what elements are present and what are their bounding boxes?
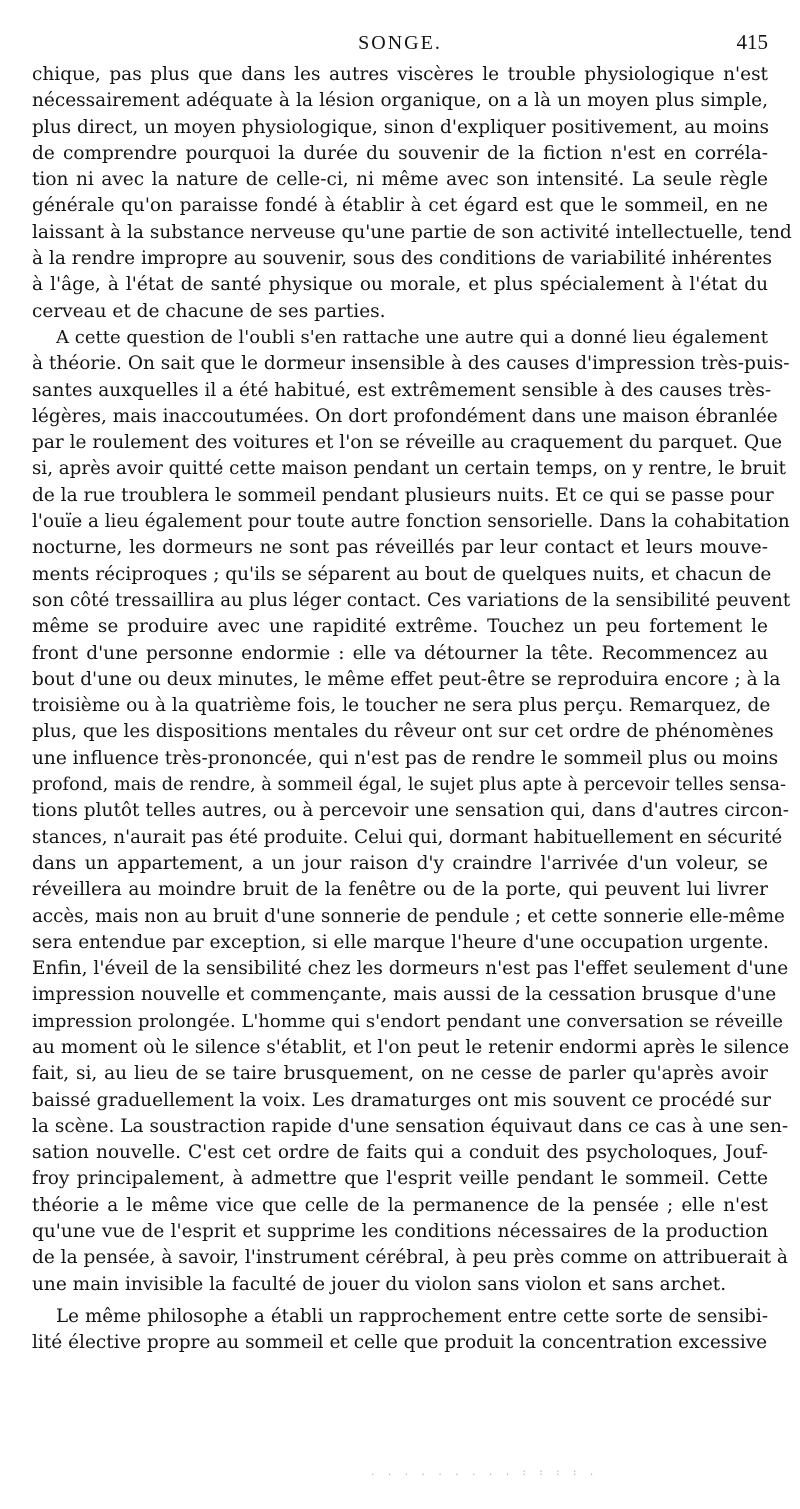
text-line: à l'âge, à l'état de santé physique ou morale, et plus spécialement à l'état du (32, 274, 768, 296)
body-text (32, 62, 792, 1357)
text-line: son côté tressaillira au plus léger contact. Ces variations de la sensibilité peuvent (32, 589, 791, 611)
text-line: de la rue troublera le sommeil pendant plusieurs nuits. Et ce qui se passe pour (32, 484, 774, 506)
running-head (32, 30, 768, 58)
text-line: qu'une vue de l'esprit et supprime les conditions nécessaires de la production (32, 1221, 768, 1243)
text-line: plus, que les dispositions mentales du rêveur ont sur cet ordre de phénomènes (32, 721, 774, 743)
text-line: sera entendue par exception, si elle marque l'heure d'une occupation urgente. (32, 931, 769, 953)
text-line: théorie a le même vice que celle de la permanence de la pensée ; elle n'est (32, 1194, 768, 1216)
footer-bleed-marks: . . . . . . . . . : : : : . (370, 1468, 598, 1478)
text-line: laissant à la substance nerveuse qu'une partie de son activité intellectuelle, tend (32, 221, 792, 243)
text-line: plus direct, un moyen physiologique, sinon d'expliquer positivement, au moins (32, 116, 770, 138)
text-line: à théorie. On sait que le dormeur insensible à des causes d'impression très-puis- (32, 353, 790, 375)
paragraph (32, 325, 791, 1298)
text-line: front d'une personne endormie : elle va détourner la tête. Recommencez au (32, 642, 768, 664)
text-line: une influence très-prononcée, qui n'est pas de rendre le sommeil plus ou moins (32, 747, 779, 769)
text-line: au moment où le silence s'établit, et l'on peut le retenir endormi après le silence (32, 1036, 790, 1058)
text-line: tions plutôt telles autres, ou à percevoir une sensation qui, dans d'autres circon- (32, 800, 790, 822)
text-line: santes auxquelles il a été habitué, est extrêmement sensible à des causes très- (32, 379, 772, 401)
text-line: impression nouvelle et commençante, mais aussi de la cessation brusque d'une (32, 984, 777, 1006)
text-line: tion ni avec la nature de celle-ci, ni même avec son intensité. La seule règle (32, 169, 768, 191)
text-line: chique, pas plus que dans les autres viscères le trouble physiologique n'est (32, 64, 768, 85)
text-line: si, après avoir quitté cette maison pendant un certain temps, on y rentre, le bruit (32, 458, 786, 480)
text-line: de comprendre pourquoi la durée du souvenir de la fiction n'est en corréla- (32, 142, 768, 164)
text-line: Enfin, l'éveil de la sensibilité chez les dormeurs n'est pas l'effet seulement d'une (32, 958, 789, 980)
text-line: bout d'une ou deux minutes, le même effet peut-être se reproduira encore ; à la (32, 668, 781, 690)
text-line: accès, mais non au bruit d'une sonnerie de pendule ; et cette sonnerie elle-même (32, 905, 785, 927)
text-line: générale qu'on paraisse fondé à établir à cet égard est que le sommeil, en ne (32, 195, 768, 217)
paragraph (32, 62, 792, 325)
text-line: par le roulement des voitures et l'on se réveille au craquement du parquet. Que (32, 432, 783, 454)
text-line: même se produire avec une rapidité extrême. Touchez un peu fortement le (32, 616, 768, 638)
text-line: stances, n'aurait pas été produite. Celui qui, dormant habituellement en sécurité (32, 826, 783, 848)
text-line: à la rendre impropre au souvenir, sous des conditions de variabilité inhérentes (32, 248, 773, 270)
text-line: baissé graduellement la voix. Les dramaturges ont mis souvent ce procédé sur (32, 1089, 771, 1111)
text-line: troisième ou à la quatrième fois, le toucher ne sera plus perçu. Remarquez, de (32, 695, 771, 717)
text-line: nécessairement adéquate à la lésion organique, on a là un moyen plus simple, (32, 90, 768, 112)
text-line: cerveau et de chacune de ses parties. (32, 300, 386, 322)
text-line: dans un appartement, a un jour raison d'y craindre l'arrivée d'un voleur, se (32, 852, 768, 874)
text-line: profond, mais de rendre, à sommeil égal, le sujet plus apte à percevoir telles sensa- (32, 775, 786, 796)
text-line: ments réciproques ; qu'ils se séparent au bout de quelques nuits, et chacun de (32, 563, 772, 585)
running-title: SONGE. (358, 32, 442, 54)
text-line: A cette question de l'oubli s'en rattache une autre qui a donné lieu également (56, 326, 768, 348)
paragraph (32, 1304, 768, 1357)
text-line: légères, mais inaccoutumées. On dort profondément dans une maison ébranlée (32, 405, 778, 427)
text-line: froy principalement, à admettre que l'esprit veille pendant le sommeil. Cette (32, 1168, 768, 1190)
text-line: la scène. La soustraction rapide d'une sensation équivaut dans ce cas à une sen- (32, 1115, 789, 1137)
text-line: lité élective propre au sommeil et celle que produit la concentration excessive (32, 1332, 768, 1354)
text-line: Le même philosophe a établi un rapprochement entre cette sorte de sensibi- (56, 1305, 768, 1327)
page-number: 415 (736, 30, 768, 54)
text-line: réveillera au moindre bruit de la fenêtre ou de la porte, qui peuvent lui livrer (32, 879, 768, 901)
text-line: nocturne, les dormeurs ne sont pas réveillés par leur contact et leurs mouve- (32, 537, 768, 559)
text-line: de la pensée, à savoir, l'instrument cérébral, à peu près comme on attribuerait à (32, 1247, 788, 1269)
text-line: l'ouïe a lieu également pour toute autre fonction sensorielle. Dans la cohabitation (32, 511, 790, 533)
text-line: fait, si, au lieu de se taire brusquement, on ne cesse de parler qu'après avoir (32, 1063, 768, 1085)
text-line: impression prolongée. L'homme qui s'endort pendant une conversation se réveille (32, 1010, 783, 1032)
text-line: sation nouvelle. C'est cet ordre de faits qui a conduit des psycholoques, Jouf- (32, 1142, 768, 1164)
text-line: une main invisible la faculté de jouer du violon sans violon et sans archet. (32, 1273, 727, 1295)
